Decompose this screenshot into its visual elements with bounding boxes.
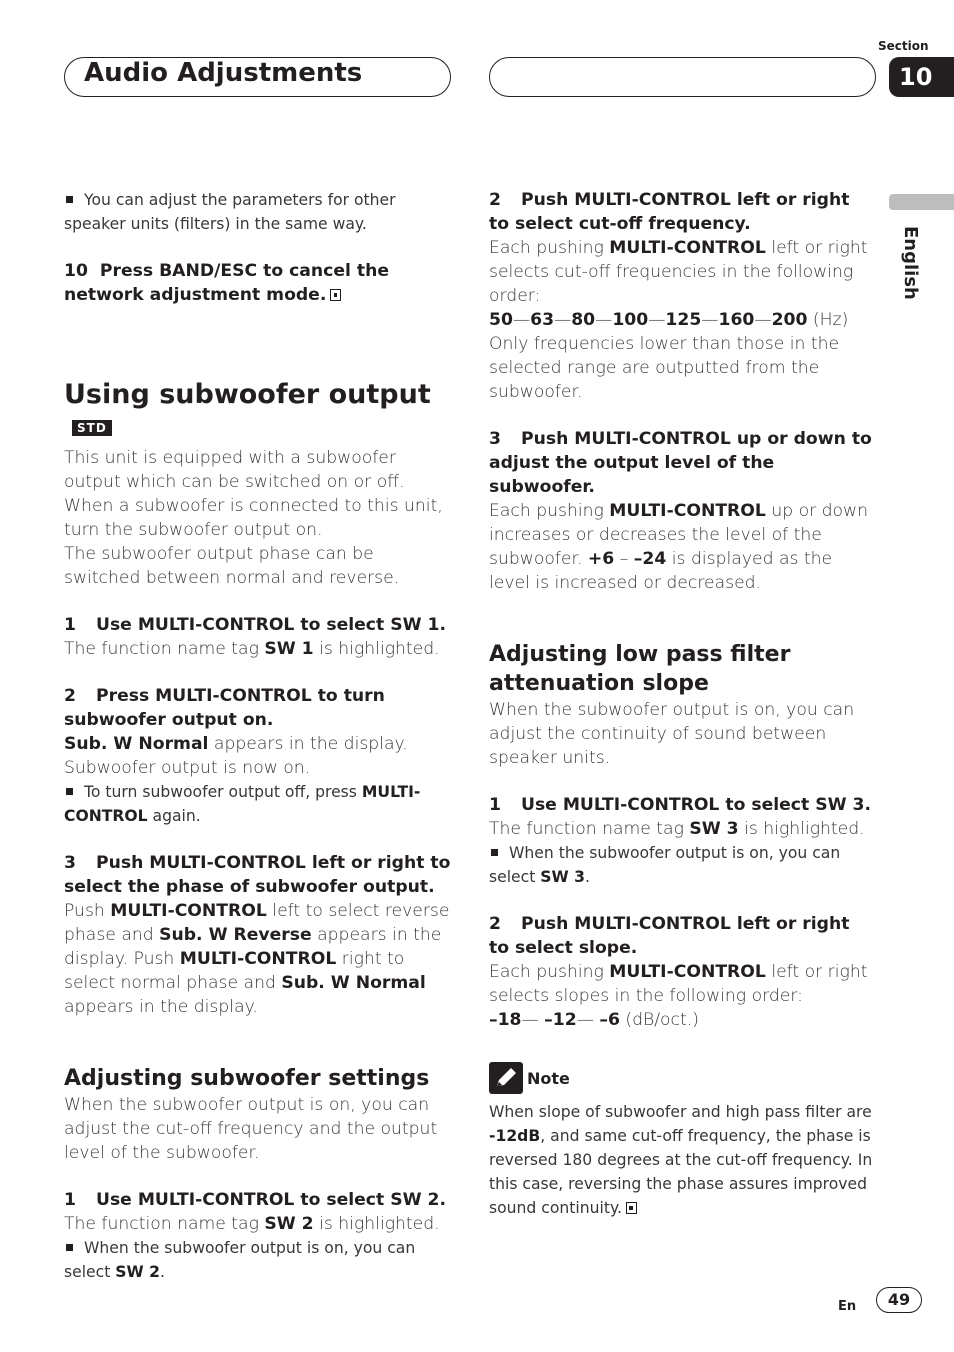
step-body: Sub. W Normal appears in the display. Subwoofer output is now on. xyxy=(64,734,408,778)
page-title: Audio Adjustments xyxy=(84,58,363,88)
frequency-sequence: 50—63—80—100—125—160—200 (Hz) xyxy=(489,310,849,330)
header-right-frame xyxy=(489,57,876,97)
paragraph: The subwoofer output phase can be switched between normal and reverse. xyxy=(64,544,400,588)
step-1-sw3: 1 Use MULTI-CONTROL to select SW 3. xyxy=(489,795,872,815)
step-bullet: When the subwoofer output is on, you can select SW 3. xyxy=(489,844,841,886)
step-1-sw1: 1 Use MULTI-CONTROL to select SW 1. xyxy=(64,615,447,635)
step-3-level: 3 Push MULTI-CONTROL up or down to adjust the output level of the subwoofer. xyxy=(489,429,872,497)
note-text: When slope of subwoofer and high pass filter are -12dB, and same cut-off frequency, the phase is reversed 180 degrees at the cut-off frequency. In this case, reversing the phase assures improved sound continuity. xyxy=(489,1103,873,1217)
step-body: Each pushing MULTI-CONTROL left or right selects slopes in the following order: xyxy=(489,962,868,1006)
heading-low-pass-slope: Adjusting low pass filter attenuation slope xyxy=(489,642,791,696)
right-column xyxy=(489,188,874,1220)
paragraph: When the subwoofer output is on, you can adjust the cut-off frequency and the output level of the subwoofer. xyxy=(64,1095,438,1163)
step-1-sw2: 1 Use MULTI-CONTROL to select SW 2. xyxy=(64,1190,447,1210)
footer-language: En xyxy=(838,1299,857,1314)
section-label: Section xyxy=(878,39,929,53)
step-2-slope: 2 Push MULTI-CONTROL left or right to select slope. xyxy=(489,914,850,958)
step-body: The function name tag SW 1 is highlighted. xyxy=(64,639,440,659)
heading-subwoofer-settings: Adjusting subwoofer settings xyxy=(64,1066,430,1091)
step-body: Only frequencies lower than those in the selected range are outputted from the subwoofer. xyxy=(489,334,840,402)
section-number-badge: 10 xyxy=(889,57,954,97)
step-body: Push MULTI-CONTROL left to select reverse phase and Sub. W Reverse appears in the display. Push MULTI-CONTROL right to select normal phase and Sub. W Normal appears in the display. xyxy=(64,901,450,1017)
step-body: Each pushing MULTI-CONTROL left or right selects cut-off frequencies in the following order: xyxy=(489,238,868,306)
end-mark-icon xyxy=(330,289,341,301)
bullet-icon xyxy=(66,196,73,203)
language-label: English xyxy=(900,226,921,300)
step-bullet: To turn subwoofer output off, press MULTI-CONTROL again. xyxy=(64,783,421,825)
step-body: The function name tag SW 2 is highlighted. xyxy=(64,1214,440,1234)
end-mark-icon xyxy=(626,1202,637,1214)
pencil-note-icon xyxy=(489,1062,523,1094)
bullet-icon xyxy=(66,1244,73,1251)
bullet-icon xyxy=(66,788,73,795)
step-body: The function name tag SW 3 is highlighted. xyxy=(489,819,865,839)
std-icon: STD xyxy=(72,420,112,436)
note-header xyxy=(489,1062,874,1094)
language-tab xyxy=(889,194,954,210)
step-body: Each pushing MULTI-CONTROL up or down increases or decreases the level of the subwoofer. +6 – –24 is displayed as the level is increased or decreased. xyxy=(489,501,869,593)
note-label: Note xyxy=(527,1068,570,1088)
step-bullet: When the subwoofer output is on, you can select SW 2. xyxy=(64,1239,416,1281)
step-3-phase: 3 Push MULTI-CONTROL left or right to select the phase of subwoofer output. xyxy=(64,853,451,897)
step-10: 10 Press BAND/ESC to cancel the network adjustment mode. xyxy=(64,261,389,305)
bullet-icon xyxy=(491,849,498,856)
slope-sequence: –18— –12— –6 (dB/oct.) xyxy=(489,1010,699,1030)
left-column xyxy=(64,188,454,1284)
page-number: 49 xyxy=(876,1287,922,1313)
intro-bullet: You can adjust the parameters for other speaker units (filters) in the same way. xyxy=(64,191,396,233)
heading-using-subwoofer: Using subwoofer outputSTD xyxy=(64,379,431,435)
step-2-turn-on: 2 Press MULTI-CONTROL to turn subwoofer output on. xyxy=(64,686,385,730)
step-2-cutoff: 2 Push MULTI-CONTROL left or right to select cut-off frequency. xyxy=(489,190,850,234)
paragraph: When the subwoofer output is on, you can adjust the continuity of sound between speaker units. xyxy=(489,700,855,768)
paragraph: This unit is equipped with a subwoofer output which can be switched on or off. When a subwoofer is connected to this unit, turn the subwoofer output on. xyxy=(64,448,443,540)
